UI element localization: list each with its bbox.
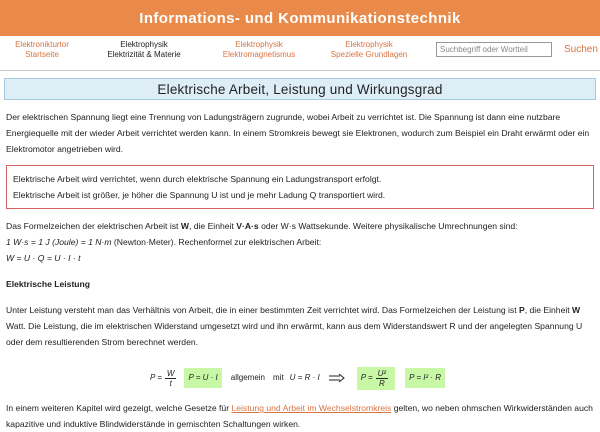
fraction-denominator: R <box>378 378 385 388</box>
work-formula: W = U · Q = U · I · t <box>6 253 81 263</box>
link-ac-power[interactable]: Leistung und Arbeit im Wechselstromkreis <box>231 403 392 413</box>
formula-highlight <box>357 367 395 390</box>
nav-item-startseite[interactable] <box>0 40 84 60</box>
intro-paragraph: Der elektrischen Spannung liegt eine Trennung von Ladungsträgern zugrunde, wobei Arbeit zu verrichtet ist. Die Spannung ist dann eine nutzbare Energiequelle mit der wieder Arbeit verrichtet werden kann. In einem Stromkreis bewegt sie Elektronen, wodurch zum Beispiel ein Draht erwärmt oder ein Elektromotor angetrieben wird. <box>6 112 590 154</box>
double-arrow-right-icon <box>328 373 346 383</box>
formula-label-general: allgemein <box>230 373 265 382</box>
text: Unter Leistung versteht man das Verhältnis von Arbeit, die in einer bestimmten Zeit verrichtet wird. Das Formelzeichen der Leistung ist <box>6 305 519 315</box>
page-title: Elektrische Arbeit, Leistung und Wirkungsgrad <box>4 78 596 100</box>
info-line: Elektrische Arbeit ist größer, je höher die Spannung U ist und je mehr Ladung Q transportiert wird. <box>13 190 386 200</box>
text: Watt. Die Leistung, die im elektrischen Widerstand umgesetzt wird und ihn erwärmt, kann aus dem Widerstandswert R und der angelegten Spannung U oder dem resultierenden Strom berechnet werden. <box>6 321 583 347</box>
text: gelten, wo neben ohmschen Wirkwiderständen auch kapazitive und induktive Blindwiderstände in gemischten Schaltungen wirken. <box>6 403 593 429</box>
nav-bar <box>0 36 600 71</box>
info-box <box>6 165 594 209</box>
nav-item-line1: Elektrophysik <box>235 40 283 49</box>
formula-highlight: P = U · I <box>184 368 221 388</box>
fraction-numerator: W <box>166 368 175 378</box>
main-content <box>0 109 600 432</box>
more-paragraph <box>6 400 594 432</box>
formula-highlight: P = I² · R <box>405 368 445 388</box>
nav-item-grundlagen[interactable] <box>314 40 424 60</box>
site-title: Informations- und Kommunikationstechnik <box>139 9 461 27</box>
search-button[interactable]: Suchen <box>564 44 598 55</box>
symbol-work: W <box>180 221 189 231</box>
info-line: Elektrische Arbeit wird verrichtet, wenn durch elektrische Spannung ein Ladungstransport erfolgt. <box>13 174 382 184</box>
formula-p-lhs: P = <box>149 373 162 382</box>
formula-row <box>6 364 594 392</box>
text: oder W·s Wattsekunde. Weitere physikalische Umrechnungen sind: <box>258 221 518 231</box>
text: , die Einheit <box>524 305 573 315</box>
text: In einem weiteren Kapitel wird gezeigt, welche Gesetze für <box>6 403 232 413</box>
formula-p-lhs: P = <box>360 373 373 382</box>
text: , die Einheit <box>188 221 237 231</box>
unit-power: W <box>572 305 581 315</box>
fraction-denominator: t <box>169 378 172 388</box>
nav-item-line2: Elektromagnetismus <box>222 50 296 59</box>
symbol-paragraph <box>6 218 594 266</box>
fraction-w-over-t <box>165 369 177 388</box>
nav-item-line1: Elektrophysik <box>345 40 393 49</box>
nav-item-line2: Elektrizität & Materie <box>107 50 181 59</box>
fraction-numerator: U² <box>377 368 387 378</box>
nav-item-elektromagnetismus[interactable] <box>204 40 314 60</box>
unit-work: V·A·s <box>236 221 259 231</box>
nav-item-elektrizitaet[interactable] <box>84 40 204 60</box>
nav-item-line2: Startseite <box>25 50 59 59</box>
power-paragraph <box>6 302 594 350</box>
site-header <box>0 0 600 36</box>
fraction-u2-over-r <box>376 369 388 388</box>
nav-item-line1: Elektronikturtor <box>15 40 69 49</box>
formula-ohm: U = R · I <box>289 373 320 382</box>
section-heading: Elektrische Leistung <box>6 279 91 289</box>
formula-label-with: mit <box>273 373 284 382</box>
search-area <box>436 42 598 57</box>
symbol-power: P <box>519 305 525 315</box>
nav-item-line2: Spezielle Grundlagen <box>330 50 408 59</box>
search-input[interactable] <box>436 42 552 57</box>
text: Das Formelzeichen der elektrischen Arbeit ist <box>6 221 181 231</box>
nav-item-line1: Elektrophysik <box>120 40 168 49</box>
conversion-formula: 1 W·s = 1 J (Joule) = 1 N·m <box>6 237 112 247</box>
text: (Newton·Meter). Rechenformel zur elektrischen Arbeit: <box>111 237 322 247</box>
